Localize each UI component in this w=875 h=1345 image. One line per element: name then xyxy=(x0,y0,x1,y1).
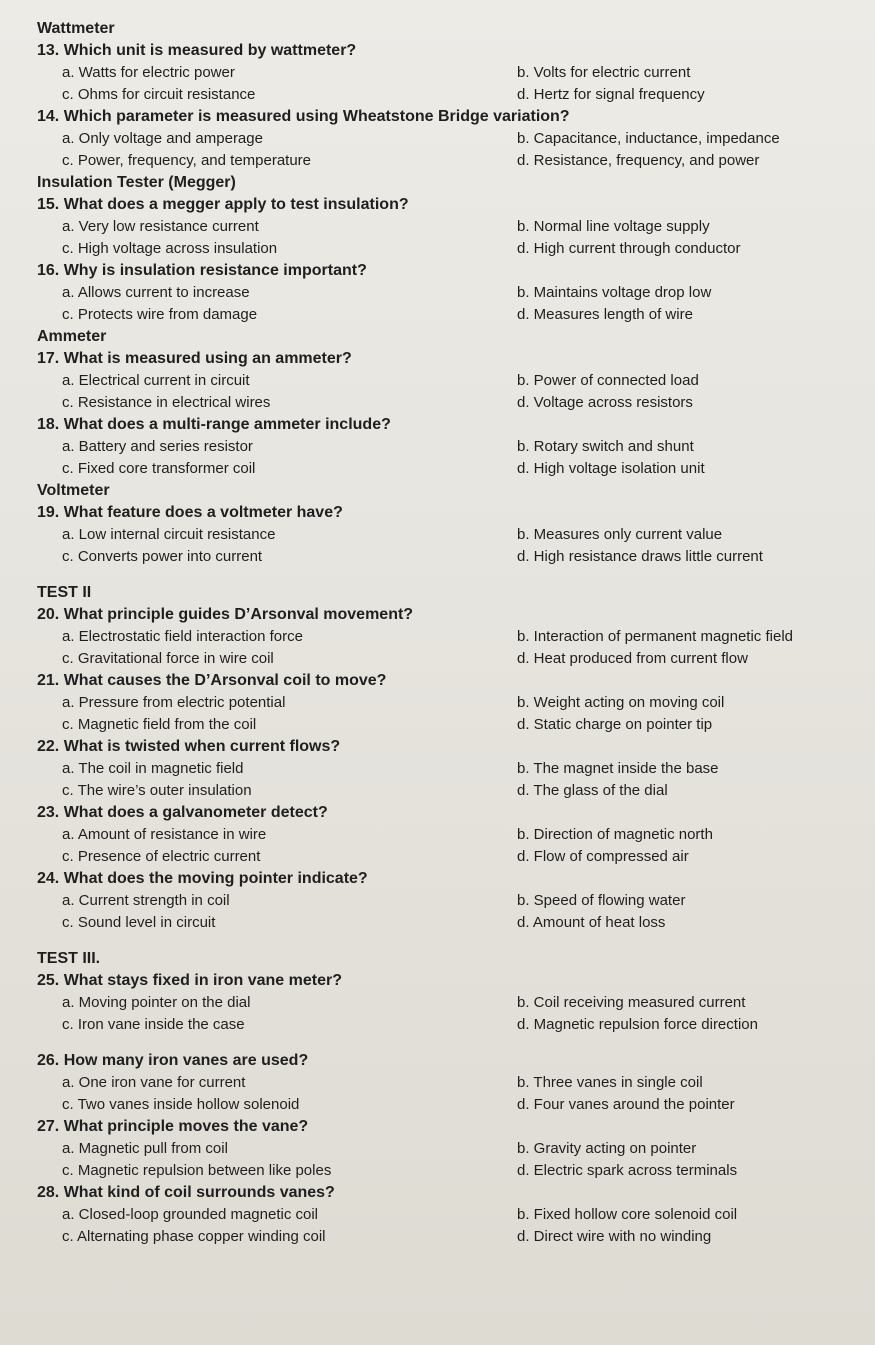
option-row xyxy=(37,216,867,238)
spacer xyxy=(37,568,867,582)
option-row xyxy=(37,692,867,714)
section-heading: TEST II xyxy=(37,584,92,601)
option-left: a. Very low resistance current xyxy=(62,218,259,235)
option-row xyxy=(37,758,867,780)
option-left: a. Watts for electric power xyxy=(62,64,235,81)
option-row xyxy=(37,1138,867,1160)
option-left: a. The coil in magnetic field xyxy=(62,760,244,777)
option-right: d. Resistance, frequency, and power xyxy=(517,152,760,169)
question-text: 28. What kind of coil surrounds vanes? xyxy=(37,1184,335,1201)
option-left: a. Only voltage and amperage xyxy=(62,130,263,147)
option-left: c. Magnetic repulsion between like poles xyxy=(62,1162,332,1179)
option-left: c. Ohms for circuit resistance xyxy=(62,86,256,103)
option-row xyxy=(37,282,867,304)
option-row xyxy=(37,458,867,480)
option-left: a. One iron vane for current xyxy=(62,1074,246,1091)
option-row xyxy=(37,238,867,260)
section-heading: Wattmeter xyxy=(37,20,115,37)
option-left: a. Closed-loop grounded magnetic coil xyxy=(62,1206,318,1223)
question-text: 24. What does the moving pointer indicate? xyxy=(37,870,368,887)
option-left: c. High voltage across insulation xyxy=(62,240,278,257)
option-right: b. Volts for electric current xyxy=(517,64,691,81)
option-row xyxy=(37,714,867,736)
option-row xyxy=(37,392,867,414)
option-row xyxy=(37,84,867,106)
option-left: c. Converts power into current xyxy=(62,548,263,565)
option-left: c. Resistance in electrical wires xyxy=(62,394,271,411)
option-row xyxy=(37,150,867,172)
question-text: 25. What stays fixed in iron vane meter? xyxy=(37,972,342,989)
option-row xyxy=(37,370,867,392)
option-left: c. Gravitational force in wire coil xyxy=(62,650,274,667)
option-right: d. Measures length of wire xyxy=(517,306,693,323)
option-left: a. Amount of resistance in wire xyxy=(62,826,267,843)
question-text: 23. What does a galvanometer detect? xyxy=(37,804,328,821)
question-text: 15. What does a megger apply to test insulation? xyxy=(37,196,409,213)
quiz-content xyxy=(37,18,867,1248)
section-heading: Voltmeter xyxy=(37,482,110,499)
option-row xyxy=(37,436,867,458)
option-row xyxy=(37,128,867,150)
option-right: b. Maintains voltage drop low xyxy=(517,284,712,301)
option-right: b. Normal line voltage supply xyxy=(517,218,710,235)
option-row xyxy=(37,626,867,648)
option-left: a. Electrostatic field interaction force xyxy=(62,628,303,645)
option-right: d. Hertz for signal frequency xyxy=(517,86,705,103)
option-left: c. Iron vane inside the case xyxy=(62,1016,245,1033)
question-text: 20. What principle guides D’Arsonval movement? xyxy=(37,606,414,623)
option-right: b. Capacitance, inductance, impedance xyxy=(517,130,780,147)
option-left: c. Power, frequency, and temperature xyxy=(62,152,312,169)
question-text: 26. How many iron vanes are used? xyxy=(37,1052,309,1069)
question-text: 22. What is twisted when current flows? xyxy=(37,738,341,755)
option-row xyxy=(37,1160,867,1182)
option-right: d. Direct wire with no winding xyxy=(517,1228,712,1245)
question-text: 16. Why is insulation resistance important? xyxy=(37,262,367,279)
option-left: a. Low internal circuit resistance xyxy=(62,526,276,543)
section-heading: Ammeter xyxy=(37,328,107,345)
option-left: c. Magnetic field from the coil xyxy=(62,716,257,733)
option-row xyxy=(37,546,867,568)
option-left: c. Fixed core transformer coil xyxy=(62,460,256,477)
option-left: a. Magnetic pull from coil xyxy=(62,1140,228,1157)
option-right: d. Magnetic repulsion force direction xyxy=(517,1016,758,1033)
question-text: 14. Which parameter is measured using Wheatstone Bridge variation? xyxy=(37,108,570,125)
option-row xyxy=(37,62,867,84)
option-right: d. Heat produced from current flow xyxy=(517,650,748,667)
question-text: 18. What does a multi-range ammeter include? xyxy=(37,416,391,433)
option-row xyxy=(37,304,867,326)
question-text: 21. What causes the D’Arsonval coil to move? xyxy=(37,672,387,689)
option-right: b. Fixed hollow core solenoid coil xyxy=(517,1206,738,1223)
option-left: a. Pressure from electric potential xyxy=(62,694,286,711)
option-right: b. Direction of magnetic north xyxy=(517,826,713,843)
option-row xyxy=(37,824,867,846)
option-left: c. Alternating phase copper winding coil xyxy=(62,1228,326,1245)
option-row xyxy=(37,1014,867,1036)
option-right: d. Electric spark across terminals xyxy=(517,1162,738,1179)
option-right: d. Flow of compressed air xyxy=(517,848,689,865)
option-right: d. Amount of heat loss xyxy=(517,914,666,931)
section-heading: Insulation Tester (Megger) xyxy=(37,174,236,191)
option-row xyxy=(37,1204,867,1226)
option-row xyxy=(37,846,867,868)
option-left: a. Moving pointer on the dial xyxy=(62,994,251,1011)
option-right: b. Speed of flowing water xyxy=(517,892,686,909)
question-text: 27. What principle moves the vane? xyxy=(37,1118,309,1135)
spacer xyxy=(37,934,867,948)
option-row xyxy=(37,992,867,1014)
option-row xyxy=(37,1072,867,1094)
option-right: b. Rotary switch and shunt xyxy=(517,438,694,455)
option-row xyxy=(37,648,867,670)
option-left: c. Protects wire from damage xyxy=(62,306,258,323)
option-right: b. Power of connected load xyxy=(517,372,699,389)
option-row xyxy=(37,912,867,934)
option-row xyxy=(37,1226,867,1248)
option-left: c. Presence of electric current xyxy=(62,848,261,865)
option-left: c. Sound level in circuit xyxy=(62,914,216,931)
option-left: a. Electrical current in circuit xyxy=(62,372,250,389)
section-heading: TEST III. xyxy=(37,950,101,967)
option-left: a. Current strength in coil xyxy=(62,892,230,909)
question-text: 13. Which unit is measured by wattmeter? xyxy=(37,42,357,59)
option-row xyxy=(37,1094,867,1116)
question-text: 19. What feature does a voltmeter have? xyxy=(37,504,343,521)
option-left: c. The wire’s outer insulation xyxy=(62,782,252,799)
option-row xyxy=(37,780,867,802)
option-left: c. Two vanes inside hollow solenoid xyxy=(62,1096,300,1113)
option-right: d. High current through conductor xyxy=(517,240,741,257)
option-right: d. High voltage isolation unit xyxy=(517,460,705,477)
option-row xyxy=(37,890,867,912)
option-right: d. High resistance draws little current xyxy=(517,548,763,565)
option-right: b. The magnet inside the base xyxy=(517,760,719,777)
spacer xyxy=(37,1036,867,1050)
option-right: d. The glass of the dial xyxy=(517,782,668,799)
option-right: b. Weight acting on moving coil xyxy=(517,694,725,711)
option-right: b. Gravity acting on pointer xyxy=(517,1140,697,1157)
option-right: d. Static charge on pointer tip xyxy=(517,716,713,733)
option-row xyxy=(37,524,867,546)
option-left: a. Battery and series resistor xyxy=(62,438,253,455)
option-right: b. Interaction of permanent magnetic field xyxy=(517,628,793,645)
question-text: 17. What is measured using an ammeter? xyxy=(37,350,352,367)
option-right: b. Measures only current value xyxy=(517,526,723,543)
option-left: a. Allows current to increase xyxy=(62,284,250,301)
option-right: d. Voltage across resistors xyxy=(517,394,693,411)
option-right: d. Four vanes around the pointer xyxy=(517,1096,735,1113)
option-right: b. Three vanes in single coil xyxy=(517,1074,703,1091)
option-right: b. Coil receiving measured current xyxy=(517,994,746,1011)
